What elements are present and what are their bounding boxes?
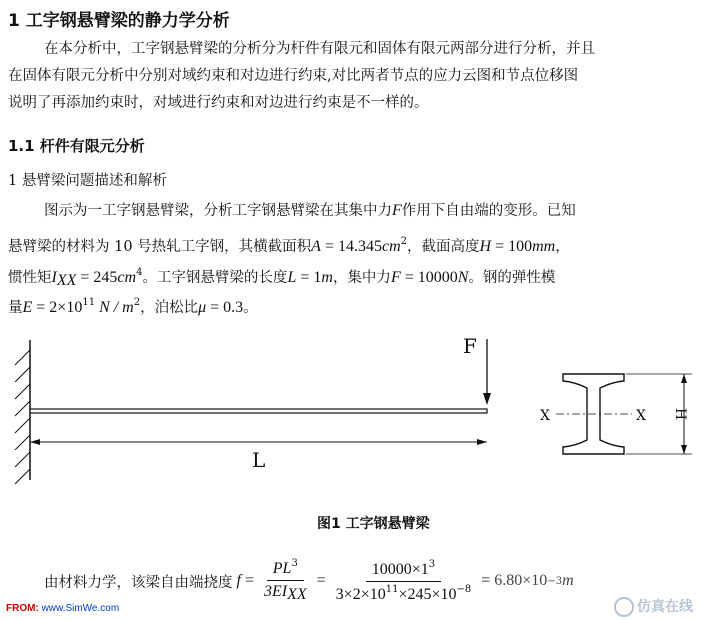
height-label: H [672,407,688,421]
problem-line-3: 惯性矩$I_{XX} = 245cm^4$。工字钢悬臂梁的长度L = 1m，集中力F = 10000N。钢的弹性模 [8,267,556,289]
figure-caption: 图1 工字钢悬臂梁 [317,516,430,532]
wall-hatching [15,350,30,484]
beam [30,409,487,413]
intro-line-2: 在固体有限元分析中分别对域约束和对边进行约束,对比两者节点的应力云图和节点位移图 [8,68,579,84]
force-label: F [463,334,477,358]
cantilever-figure [0,325,710,540]
simwe-logo-watermark: 仿真在线 [614,596,693,617]
axis-label-right: X [636,408,646,424]
deflection-formula: 由材料力学，该梁自由端挠度 f = $\frac{PL^3}{3EI_{XX}}$ = $\frac{10000\times 1^3}{3\times 2\times 10^{11}\times 245\times 10^{-8}}$ = 6.80×10 −3 m [44,558,574,603]
item-heading: 1 悬臂梁问题描述和解析 [8,173,167,189]
intro-line-3: 说明了再添加约束时，对域进行约束和对边进行约束是不一样的。 [8,95,429,111]
problem-line-1: 图示为一工字钢悬臂梁，分析工字钢悬臂梁在其集中力F作用下自由端的变形。已知 [44,202,576,219]
axis-label-left: X [540,408,550,424]
source-watermark: FROM: www.SimWe.com [6,603,120,614]
logo-icon [614,597,634,617]
subsection-title: 1.1 杆件有限元分析 [8,137,145,155]
problem-line-2: 悬臂梁的材料为 10 号热轧工字钢，其横截面积$A = 14.345cm^2$，截面高度H = 100mm， [8,236,570,255]
intro-line-1: 在本分析中，工字钢悬臂梁的分析分为杆件有限元和固体有限元两部分进行分析，并且 [44,41,595,57]
section-title: 1 工字钢悬臂梁的静力学分析 [8,11,230,31]
force-arrow-head [483,393,491,405]
problem-line-4: 量$E = 2\times 10^{11}$ N / $m^2$，泊松比μ = 0.3。 [8,297,258,316]
length-label: L [252,448,266,472]
